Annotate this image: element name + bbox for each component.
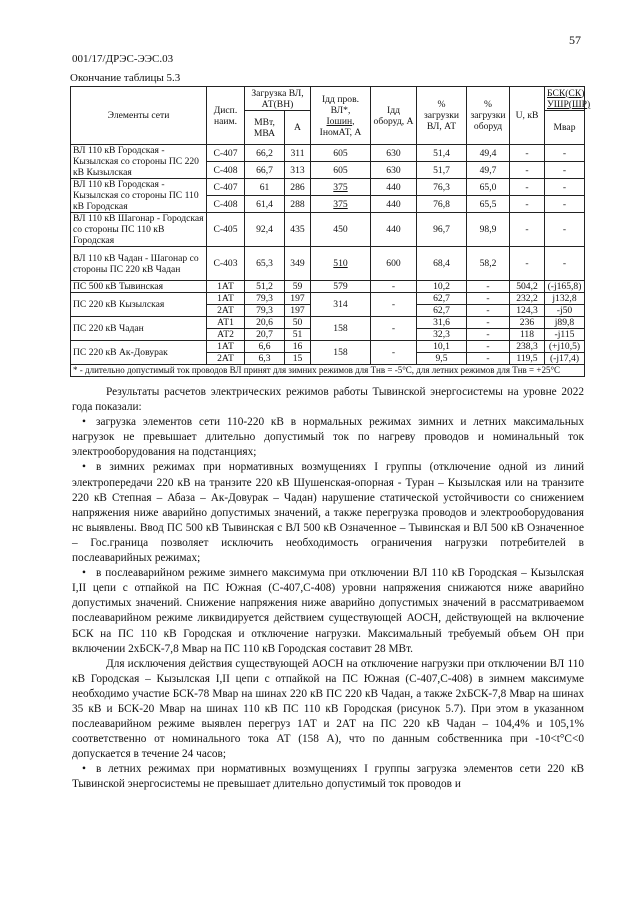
cell-pct-ob: 65,5 bbox=[467, 196, 510, 213]
cell-mvar: -j50 bbox=[545, 305, 585, 317]
cell-u: - bbox=[510, 196, 545, 213]
cell-mw: 61 bbox=[245, 179, 285, 196]
cell-idd: 605 bbox=[311, 162, 371, 179]
cell-pct-vl: 10,1 bbox=[417, 341, 467, 353]
cell-idd: 375 bbox=[311, 179, 371, 196]
cell-u: 238,3 bbox=[510, 341, 545, 353]
cell-pct-vl: 51,4 bbox=[417, 145, 467, 162]
cell-pct-ob: - bbox=[467, 341, 510, 353]
cell-mvar: - bbox=[545, 196, 585, 213]
table-row bbox=[71, 179, 585, 196]
cell-idd: 605 bbox=[311, 145, 371, 162]
cell-element: ПС 500 кВ Тывинская bbox=[71, 281, 207, 293]
cell-u: 118 bbox=[510, 329, 545, 341]
cell-mw: 51,2 bbox=[245, 281, 285, 293]
cell-mvar: j132,8 bbox=[545, 293, 585, 305]
paragraph: Для исключения действия существующей АОСН на отключение нагрузки при отключении ВЛ 110 кВ Городская – Кызылская I,II цепи с отпайкой на ПС Южная (С-407,С-408) в зимнем максимуме необходимо участие БСК-78 Мвар на шинах 220 кВ ПС 220 кВ Чадан, а также 2хБСК-7,8 Мвар на шинах 35 кВ и БСК-20 Мвар на шинах 110 кВ ПС 110 кВ Городская (рисунок 5.7). При этом в указанном послеаварийном режиме выявлен перегруз 1АТ и 2АТ на ПС 220 кВ Чадан – 104,4% и 105,1% соответственно от номинального тока АТ (158 А), что по данным собственника при -10<t°C<0 допускается в течение 24 часов; bbox=[72, 657, 584, 761]
cell-pct-vl: 32,3 bbox=[417, 329, 467, 341]
paragraph: Результаты расчетов электрических режимов работы Тывинской энергосистемы на уровне 2022 года показали: bbox=[72, 386, 584, 414]
table-row bbox=[71, 145, 585, 162]
cell-mvar: - bbox=[545, 145, 585, 162]
cell-a: 50 bbox=[285, 317, 311, 329]
bullet-paragraph: • в летних режимах при нормативных возмущениях I группы загрузка элементов сети 220 кВ Тывинской энергосистемы не превышает длительно допустимый ток проводов и bbox=[72, 762, 584, 792]
cell-mw: 20,6 bbox=[245, 317, 285, 329]
cell-a: 16 bbox=[285, 341, 311, 353]
header-mvar: Мвар bbox=[545, 111, 585, 145]
cell-u: 504,2 bbox=[510, 281, 545, 293]
cell-mvar: - bbox=[545, 247, 585, 281]
cell-iob: 440 bbox=[371, 179, 417, 196]
cell-u: 124,3 bbox=[510, 305, 545, 317]
cell-mw: 79,3 bbox=[245, 293, 285, 305]
cell-iob: - bbox=[371, 317, 417, 341]
cell-pct-vl: 10,2 bbox=[417, 281, 467, 293]
cell-disp: С-403 bbox=[207, 247, 245, 281]
table-row bbox=[71, 293, 585, 305]
cell-element: ВЛ 110 кВ Шагонар - Городская со стороны ПС 110 кВ Городская bbox=[71, 213, 207, 247]
cell-iob: 600 bbox=[371, 247, 417, 281]
cell-iob: - bbox=[371, 341, 417, 365]
cell-mvar: (-j165,8) bbox=[545, 281, 585, 293]
cell-disp: 1АТ bbox=[207, 281, 245, 293]
header-idd-vl-line2: Iошин, bbox=[326, 115, 355, 127]
cell-pct-vl: 76,3 bbox=[417, 179, 467, 196]
cell-disp: 1АТ bbox=[207, 293, 245, 305]
cell-element: ВЛ 110 кВ Чадан - Шагонар со стороны ПС 220 кВ Чадан bbox=[71, 247, 207, 281]
cell-a: 311 bbox=[285, 145, 311, 162]
table-row bbox=[71, 247, 585, 281]
cell-idd: 158 bbox=[311, 317, 371, 341]
cell-element: ПС 220 кВ Кызылская bbox=[71, 293, 207, 317]
cell-u: - bbox=[510, 247, 545, 281]
cell-mvar: - bbox=[545, 213, 585, 247]
cell-a: 59 bbox=[285, 281, 311, 293]
table-caption: Окончание таблицы 5.3 bbox=[70, 72, 181, 84]
cell-iob: 440 bbox=[371, 213, 417, 247]
table-note: * - длительно допустимый ток проводов ВЛ принят для зимних режимов для Тнв = -5°С, для летних режимов для Тнв = +25°С bbox=[71, 365, 585, 377]
cell-iob: 630 bbox=[371, 162, 417, 179]
document-id: 001/17/ДРЭС-ЭЭС.03 bbox=[72, 53, 174, 65]
cell-pct-ob: - bbox=[467, 353, 510, 365]
cell-element: ПС 220 кВ Чадан bbox=[71, 317, 207, 341]
cell-u: - bbox=[510, 213, 545, 247]
header-pct-vl: % загрузки ВЛ, АТ bbox=[417, 87, 467, 145]
cell-mvar: (-j17,4) bbox=[545, 353, 585, 365]
cell-disp: С-408 bbox=[207, 196, 245, 213]
cell-iob: 440 bbox=[371, 196, 417, 213]
cell-mvar: - bbox=[545, 162, 585, 179]
cell-iob: - bbox=[371, 281, 417, 293]
cell-mw: 66,2 bbox=[245, 145, 285, 162]
cell-pct-vl: 76,8 bbox=[417, 196, 467, 213]
body-text bbox=[72, 385, 584, 793]
cell-a: 435 bbox=[285, 213, 311, 247]
cell-pct-ob: - bbox=[467, 329, 510, 341]
header-a: А bbox=[285, 111, 311, 145]
header-pct-ob: % загрузки оборуд bbox=[467, 87, 510, 145]
bullet-paragraph: • в зимних режимах при нормативных возмущениях I группы (отключение одной из линий электропередачи 220 кВ на транзите 220 кВ Шушенская-опорная - Туран – Кызылская или на транзите 220 кВ Степная – Абаза – Ак-Довурак – Чадан) нарушение статической устойчивости со снижением напряжения ниже аварийно допустимых значений, а также перегрузка проводов и электрооборудования нс выявлены. Ввод ПС 500 кВ Тывинская с ВЛ 500 кВ Означенное – Тывинская и ВЛ 500 кВ Означенное – Гос.граница позволяет исключить необходимость ограничения нагрузки потребителей в послеаварийных режимах; bbox=[72, 460, 584, 566]
cell-element: ВЛ 110 кВ Городская - Кызылская со стороны ПС 220 кВ Кызылская bbox=[71, 145, 207, 179]
header-idd-vl-line1: Iдд пров. ВЛ*, bbox=[321, 93, 359, 116]
cell-mw: 20,7 bbox=[245, 329, 285, 341]
header-idd-ob: Iдд оборуд, А bbox=[371, 87, 417, 145]
cell-mvar: - bbox=[545, 179, 585, 196]
cell-pct-vl: 51,7 bbox=[417, 162, 467, 179]
cell-pct-ob: 49,4 bbox=[467, 145, 510, 162]
header-disp: Дисп. наим. bbox=[207, 87, 245, 145]
cell-pct-ob: 58,2 bbox=[467, 247, 510, 281]
cell-disp: С-407 bbox=[207, 179, 245, 196]
cell-mw: 61,4 bbox=[245, 196, 285, 213]
cell-mw: 92,4 bbox=[245, 213, 285, 247]
header-bsk: БСК(СК) УШР(ШР) bbox=[545, 87, 585, 111]
header-u: U, кВ bbox=[510, 87, 545, 145]
cell-a: 51 bbox=[285, 329, 311, 341]
cell-a: 197 bbox=[285, 305, 311, 317]
cell-mw: 6,3 bbox=[245, 353, 285, 365]
cell-u: - bbox=[510, 179, 545, 196]
cell-element: ВЛ 110 кВ Городская - Кызылская со стороны ПС 110 кВ Городская bbox=[71, 179, 207, 213]
cell-disp: 1АТ bbox=[207, 341, 245, 353]
cell-pct-vl: 96,7 bbox=[417, 213, 467, 247]
cell-pct-vl: 62,7 bbox=[417, 305, 467, 317]
cell-pct-ob: 98,9 bbox=[467, 213, 510, 247]
header-load: Загрузка ВЛ, АТ(ВН) bbox=[245, 87, 311, 111]
cell-mw: 79,3 bbox=[245, 305, 285, 317]
cell-mw: 65,3 bbox=[245, 247, 285, 281]
header-mw: МВт, МВА bbox=[245, 111, 285, 145]
cell-disp: С-405 bbox=[207, 213, 245, 247]
cell-element: ПС 220 кВ Ак-Довурак bbox=[71, 341, 207, 365]
cell-iob: - bbox=[371, 293, 417, 317]
cell-u: 119,5 bbox=[510, 353, 545, 365]
bullet-paragraph: • загрузка элементов сети 110-220 кВ в нормальных режимах зимних и летних максимальных нагрузок не превышает длительно допустимый ток по нагреву проводов и номинальный ток электрооборудования на подстанциях; bbox=[72, 415, 584, 460]
cell-pct-vl: 9,5 bbox=[417, 353, 467, 365]
cell-mvar: -j115 bbox=[545, 329, 585, 341]
header-idd-vl bbox=[311, 87, 371, 145]
cell-u: - bbox=[510, 145, 545, 162]
header-elements: Элементы сети bbox=[71, 87, 207, 145]
cell-pct-ob: 65,0 bbox=[467, 179, 510, 196]
cell-disp: 2АТ bbox=[207, 305, 245, 317]
cell-a: 15 bbox=[285, 353, 311, 365]
cell-disp: С-408 bbox=[207, 162, 245, 179]
cell-mw: 66,7 bbox=[245, 162, 285, 179]
table-row bbox=[71, 281, 585, 293]
cell-idd: 510 bbox=[311, 247, 371, 281]
cell-idd: 314 bbox=[311, 293, 371, 317]
cell-mvar: (+j10,5) bbox=[545, 341, 585, 353]
cell-idd: 579 bbox=[311, 281, 371, 293]
cell-idd: 450 bbox=[311, 213, 371, 247]
cell-pct-vl: 31,6 bbox=[417, 317, 467, 329]
cell-disp: АТ1 bbox=[207, 317, 245, 329]
cell-u: 236 bbox=[510, 317, 545, 329]
table-row bbox=[71, 317, 585, 329]
cell-disp: АТ2 bbox=[207, 329, 245, 341]
cell-mvar: j89,8 bbox=[545, 317, 585, 329]
cell-pct-ob: - bbox=[467, 293, 510, 305]
cell-u: 232,2 bbox=[510, 293, 545, 305]
network-load-table bbox=[70, 86, 591, 377]
cell-pct-ob: - bbox=[467, 281, 510, 293]
cell-pct-vl: 62,7 bbox=[417, 293, 467, 305]
cell-disp: 2АТ bbox=[207, 353, 245, 365]
table-body bbox=[71, 145, 585, 365]
cell-a: 197 bbox=[285, 293, 311, 305]
page-number: 57 bbox=[569, 33, 581, 47]
cell-disp: С-407 bbox=[207, 145, 245, 162]
cell-mw: 6,6 bbox=[245, 341, 285, 353]
cell-pct-ob: - bbox=[467, 305, 510, 317]
cell-pct-ob: - bbox=[467, 317, 510, 329]
bullet-paragraph: • в послеаварийном режиме зимнего максимума при отключении ВЛ 110 кВ Городская – Кызылская I,II цепи с отпайкой на ПС Южная (С-407,С-408) уровни напряжения снижаются ниже аварийно допустимых значений. Снижение напряжения ниже аварийно допустимых значений в рассматриваемом послеаварийном режиме ликвидируется действием существующей АОСН, действующей на включение БСК на ПС 110 кВ Городская и отключение нагрузки. Максимальный требуемый объем ОН при включении 2хБСК-7,8 Мвар на ПС 110 кВ Городская составит 28 МВт. bbox=[72, 566, 584, 657]
cell-a: 288 bbox=[285, 196, 311, 213]
header-idd-vl-line3: IномАТ, А bbox=[319, 126, 362, 138]
cell-idd: 375 bbox=[311, 196, 371, 213]
cell-pct-ob: 49,7 bbox=[467, 162, 510, 179]
cell-idd: 158 bbox=[311, 341, 371, 365]
cell-a: 349 bbox=[285, 247, 311, 281]
cell-pct-vl: 68,4 bbox=[417, 247, 467, 281]
table-row bbox=[71, 341, 585, 353]
cell-a: 313 bbox=[285, 162, 311, 179]
cell-iob: 630 bbox=[371, 145, 417, 162]
cell-a: 286 bbox=[285, 179, 311, 196]
table-row bbox=[71, 213, 585, 247]
cell-u: - bbox=[510, 162, 545, 179]
